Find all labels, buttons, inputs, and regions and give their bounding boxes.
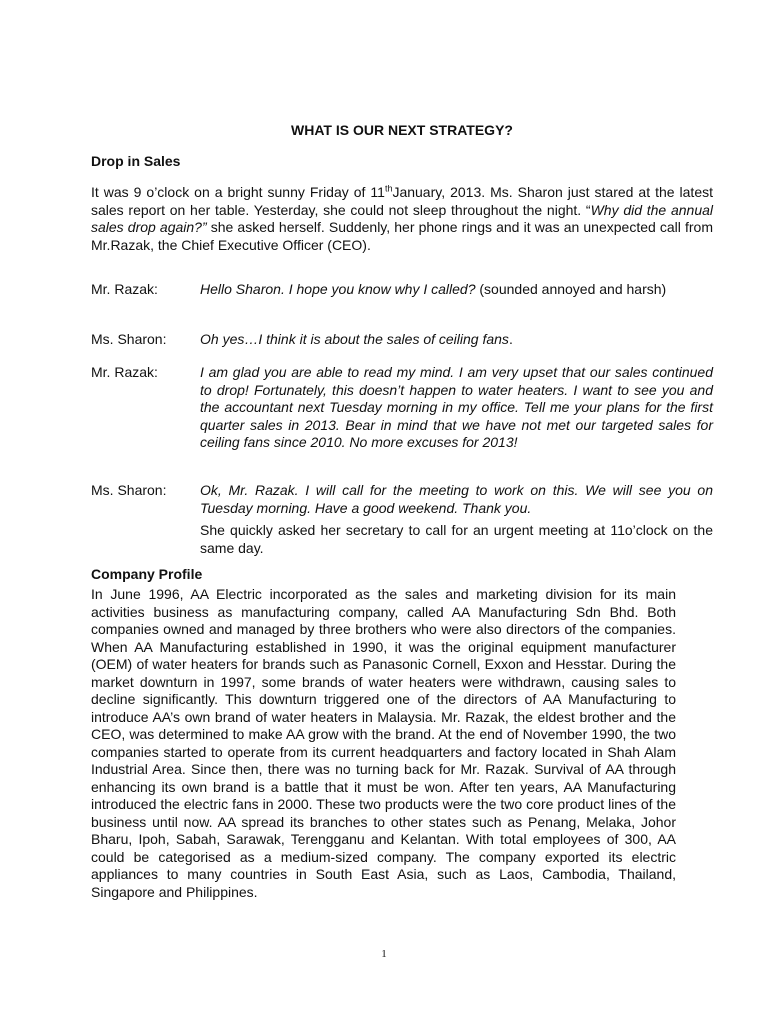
speech-italic: Oh yes…I think it is about the sales of ceiling fans: [200, 331, 509, 347]
speech-italic: I am glad you are able to read my mind. I am very upset that our sales continued to drop! Fortunately, this doesn’t happen to water heaters. I want to see you and the accountant next Tuesday morning in my office. Tell me your plans for the first quarter sales in 2013. Bear in mind that we have not met our targeted sales for ceiling fans since 2010. No more excuses for 2013!: [200, 364, 713, 450]
intro-superscript: th: [384, 183, 393, 194]
dialogue-speaker: Mr. Razak:: [91, 281, 158, 297]
company-profile-paragraph: In June 1996, AA Electric incorporated as the sales and marketing division for its main activities business as manufacturing company, called AA Manufacturing Sdn Bhd. Both companies owned and managed by three brothers who were also directors of the companies. When AA Manufacturing established in 1990, it was the original equipment manufacturer (OEM) of water heaters for brands such as Panasonic Cornell, Exxon and Hesstar. During the market downturn in 1997, some brands of water heaters were withdrawn, causing sales to decline significantly. This downturn triggered one of the directors of AA Manufacturing to introduce AA’s own brand of water heaters in Malaysia. Mr. Razak, the eldest brother and the CEO, was determined to make AA grow with the brand. At the end of November 1990, the two companies started to operate from its current headquarters and factory located in Shah Alam Industrial Area. Since then, there was no turning back for Mr. Razak. Survival of AA through enhancing its own brand is a battle that it must be won. After ten years, AA Manufacturing introduced the electric fans in 2000. These two products were the two core product lines of the business until now. AA spread its branches to other states such as Penang, Melaka, Johor Bharu, Ipoh, Sabah, Sarawak, Terengganu and Kelantan. With total employees of 300, AA could be categorised as a medium-sized company. The company exported its electric appliances to many countries in South East Asia, such as Laos, Cambodia, Thailand, Singapore and Philippines.: [91, 586, 676, 900]
speech-italic: Hello Sharon. I hope you know why I called?: [200, 281, 476, 297]
intro-text-1: It was 9 o’clock on a bright sunny Friday of 11: [91, 184, 385, 200]
dialogue-speaker: Ms. Sharon:: [91, 482, 167, 498]
intro-paragraph: [91, 184, 713, 254]
closing-paragraph: She quickly asked her secretary to call for an urgent meeting at 11o’clock on the same day.: [200, 522, 713, 556]
intro-text-3: she asked herself. Suddenly, her phone rings and it was an unexpected call from Mr.Razak, the Chief Executive Officer (CEO).: [91, 219, 714, 253]
speech-italic: Ok, Mr. Razak. I will call for the meeting to work on this. We will see you on Tuesday morning. Have a good weekend. Thank you.: [200, 482, 713, 516]
dialogue-speech: [200, 281, 713, 299]
dialogue-speaker: Mr. Razak:: [91, 364, 158, 380]
dialogue-speech: [200, 331, 713, 349]
page-number: 1: [381, 948, 387, 960]
intro-text-2: January, 2013. Ms. Sharon just stared at the latest sales report on her table. Yesterday, she could not sleep throughout the night. “: [91, 184, 713, 218]
section-heading-drop-in-sales: Drop in Sales: [91, 153, 181, 169]
speech-normal: (sounded annoyed and harsh): [475, 281, 667, 297]
section-heading-company-profile: Company Profile: [91, 566, 203, 582]
dialogue-speaker: Ms. Sharon:: [91, 331, 167, 347]
speech-normal: .: [508, 331, 513, 347]
document-title: WHAT IS OUR NEXT STRATEGY?: [291, 122, 513, 138]
intro-quote: Why did the annual sales drop again?”: [91, 201, 714, 235]
dialogue-speech: [200, 482, 713, 517]
dialogue-speech: [200, 364, 713, 452]
